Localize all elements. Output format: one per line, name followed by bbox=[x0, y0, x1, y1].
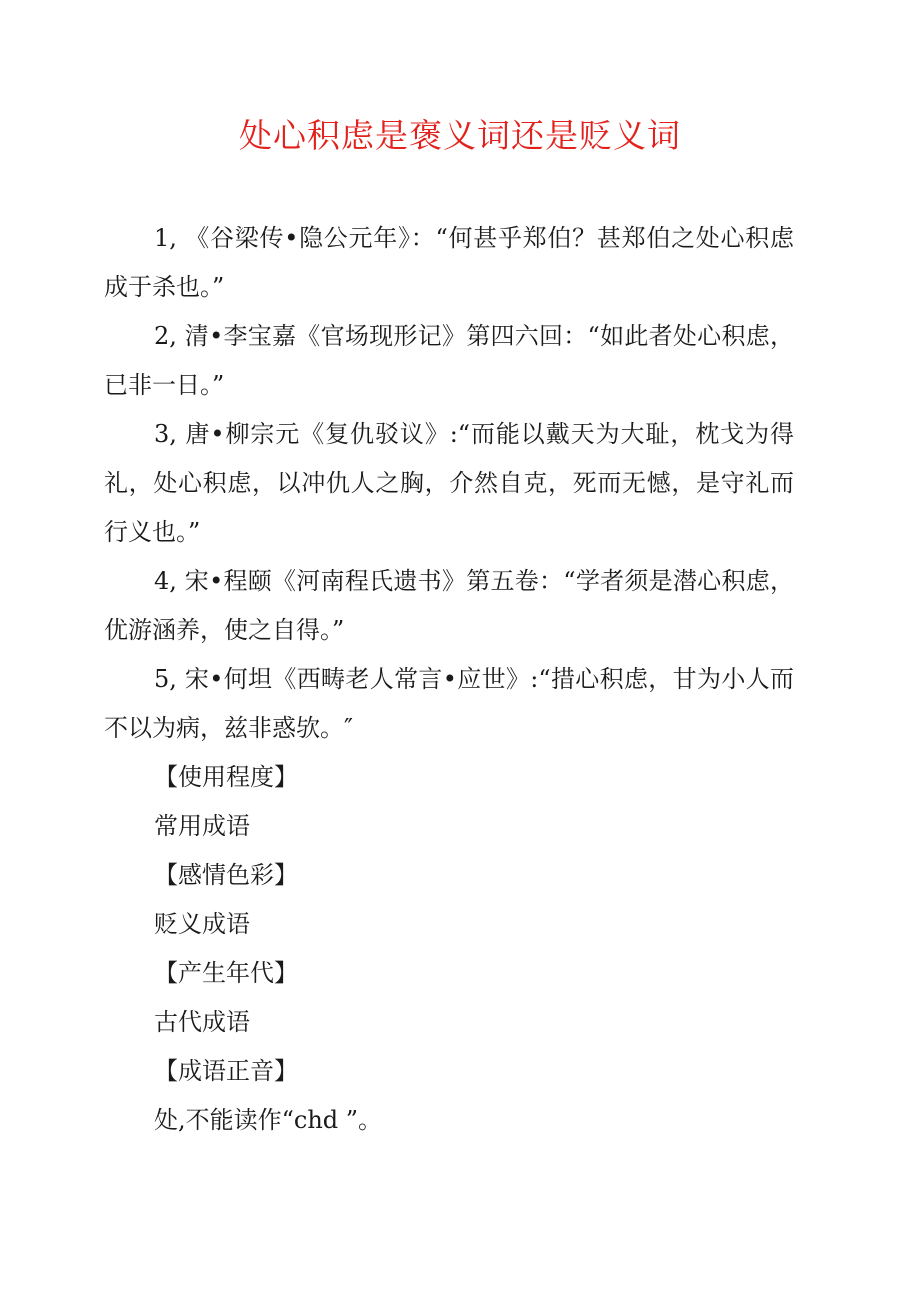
section-heading-usage: 【使用程度】 bbox=[154, 763, 298, 791]
quote-paragraph-3: 3, 唐•柳宗元《复仇驳议》:“而能以戴天为大耻，枕戈为得礼，处心积虑，以冲仇人之胸，介然自克，死而无憾，是守礼而行义也。” bbox=[104, 420, 794, 546]
section-heading-pronunciation: 【成语正音】 bbox=[154, 1057, 298, 1085]
section-heading-era: 【产生年代】 bbox=[154, 959, 298, 987]
document-title: 处心积虑是褒义词还是贬义词 bbox=[239, 116, 681, 155]
quote-paragraph-4: 4, 宋•程颐《河南程氏遗书》第五卷：“学者须是潜心积虑，优游涵养，使之自得。” bbox=[104, 567, 794, 644]
section-value-era: 古代成语 bbox=[154, 1008, 250, 1036]
section-heading-sentiment: 【感情色彩】 bbox=[154, 861, 298, 889]
document-body bbox=[104, 214, 794, 1145]
quote-paragraph-2: 2, 清•李宝嘉《官场现形记》第四六回：“如此者处心积虑，已非一日。” bbox=[104, 322, 794, 399]
quote-paragraph-1: 1, 《谷梁传•隐公元年》：“何甚乎郑伯？甚郑伯之处心积虑成于杀也。” bbox=[104, 224, 794, 301]
section-value-pronunciation: 处,不能读作“chd ”。 bbox=[154, 1106, 383, 1134]
quote-paragraph-5: 5, 宋•何坦《西畴老人常言•应世》:“措心积虑，甘为小人而不以为病，兹非惑欤。″ bbox=[104, 665, 794, 742]
section-value-usage: 常用成语 bbox=[154, 812, 250, 840]
section-value-sentiment: 贬义成语 bbox=[154, 910, 250, 938]
